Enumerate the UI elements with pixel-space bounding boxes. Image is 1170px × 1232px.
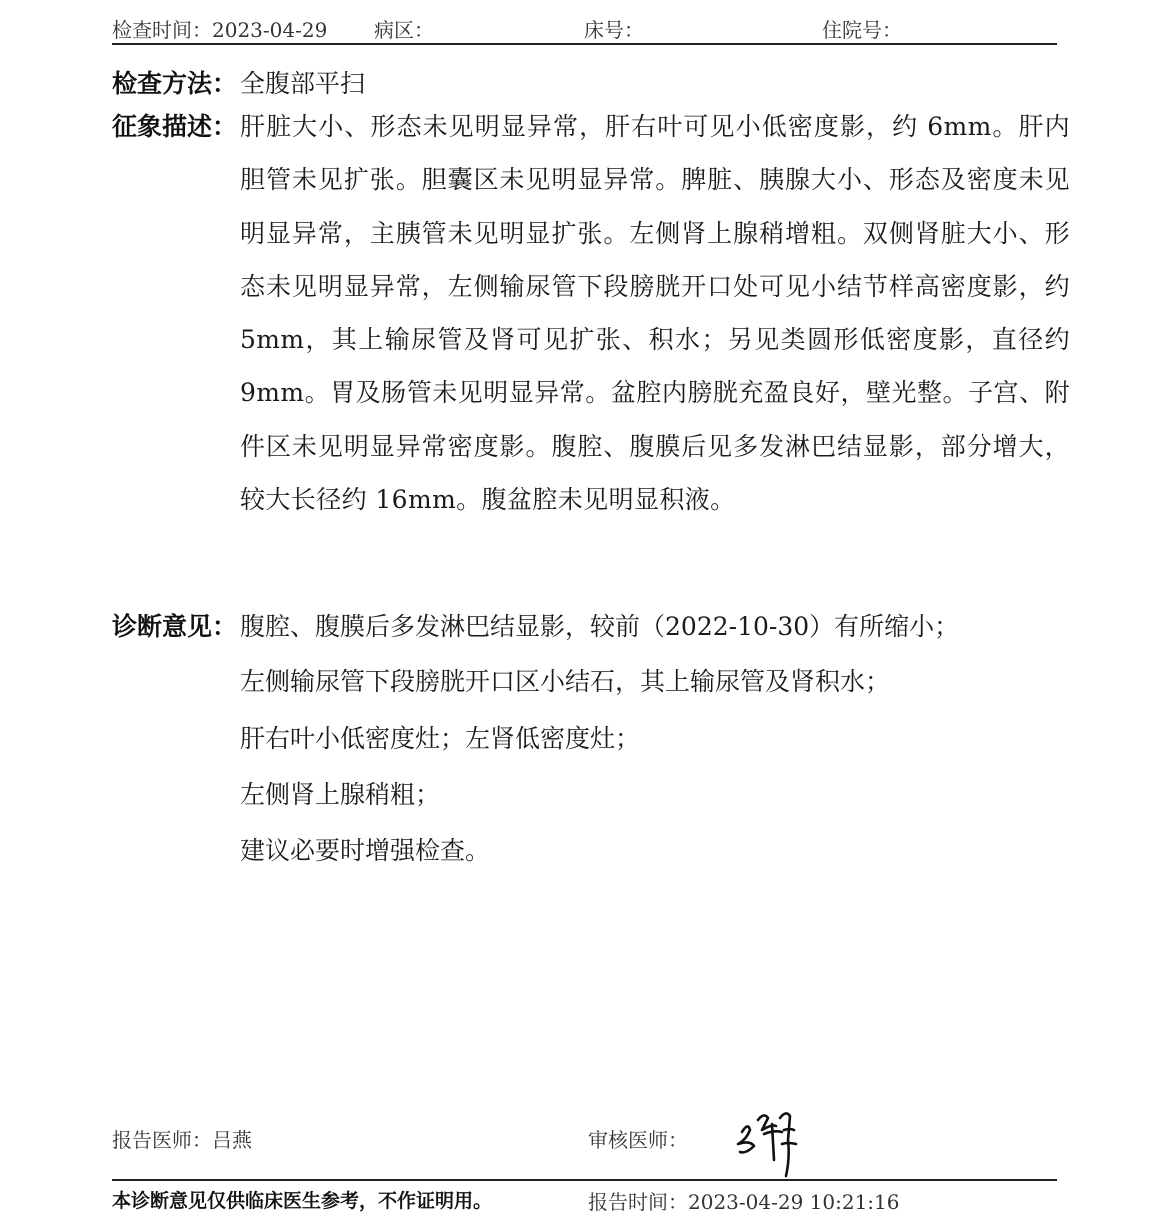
disclaimer-text: 本诊断意见仅供临床医生参考，不作证明用。 (112, 1190, 493, 1212)
exam-method-label: 检查方法： (112, 69, 238, 98)
exam-method-value: 全腹部平扫 (240, 69, 366, 98)
diagnosis-line: 肝右叶小低密度灶；左肾低密度灶； (240, 724, 641, 753)
diagnosis-line: 左侧肾上腺稍粗； (240, 780, 441, 809)
findings-label: 征象描述： (112, 112, 238, 141)
diagnosis-line: 建议必要时增强检查。 (240, 836, 491, 865)
exam-time: 检查时间：2023-04-29 (112, 18, 328, 42)
bed-label: 床号： (584, 18, 644, 42)
admission-number-label: 住院号： (822, 18, 902, 42)
report-time: 报告时间：2023-04-29 10:21:16 (588, 1190, 900, 1214)
diagnosis-line: 腹腔、腹膜后多发淋巴结显影，较前（2022-10-30）有所缩小； (240, 612, 960, 641)
reviewing-doctor-label: 审核医师： (588, 1128, 688, 1152)
reporting-doctor: 报告医师：吕燕 (112, 1128, 252, 1152)
diagnosis-label: 诊断意见： (112, 612, 238, 641)
findings-text: 肝脏大小、形态未见明显异常，肝右叶可见小低密度影，约 6mm。肝内胆管未见扩张。胆囊区未见明显异常。脾脏、胰腺大小、形态及密度未见明显异常，主胰管未见明显扩张。左侧肾上腺稍增粗。双侧肾脏大小、形态未见明显异常，左侧输尿管下段膀胱开口处可见小结节样高密度影，约 5mm，其上输尿管及肾可见扩张、积水；另见类圆形低密度影，直径约 9mm。胃及肠管未见明显异常。盆腔内膀胱充盈良好，壁光整。子宫、附件区未见明显异常密度影。腹腔、腹膜后见多发淋巴结显影，部分增大，较大长径约 16mm。腹盆腔未见明显积液。 (240, 112, 1070, 515)
header-divider (112, 43, 1057, 45)
report-header (112, 8, 1056, 42)
diagnosis-line: 左侧输尿管下段膀胱开口区小结石，其上输尿管及肾积水； (240, 667, 891, 696)
ward-label: 病区： (374, 18, 434, 42)
footer-divider (112, 1179, 1057, 1181)
handwritten-signature (728, 1100, 808, 1180)
